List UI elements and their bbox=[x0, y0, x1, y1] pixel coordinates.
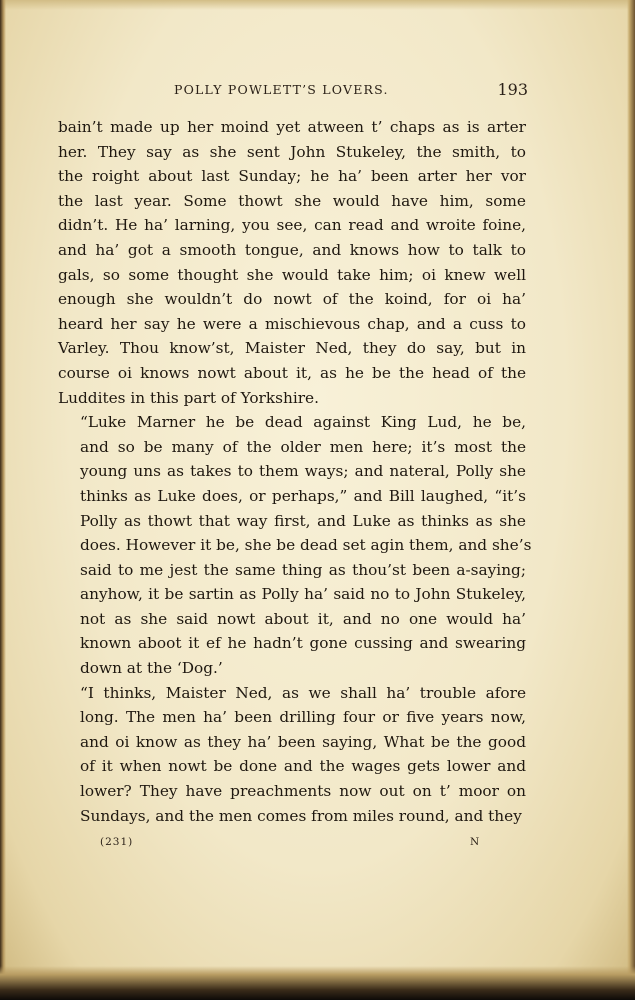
text-line: lower? They have preachments now out on t’ moor on bbox=[80, 782, 526, 801]
text-line: young uns as takes to them ways; and nateral, Polly she bbox=[80, 462, 526, 481]
text-line: said to me jest the same thing as thou’st been a-saying; bbox=[80, 560, 526, 579]
running-head bbox=[58, 82, 528, 104]
text-line: and oi know as they ha’ been saying, What be the good bbox=[80, 732, 526, 751]
text-line: gals, so some thought she would take him; oi knew well bbox=[58, 265, 526, 284]
paragraph bbox=[58, 410, 532, 681]
text-line: the roight about last Sunday; he ha’ been arter her vor bbox=[58, 167, 526, 186]
text-line: and so be many of the older men here; it’s most the bbox=[80, 437, 526, 456]
text-line: her. They say as she sent John Stukeley, the smith, to bbox=[58, 142, 526, 161]
text-line: Luddites in this part of Yorkshire. bbox=[58, 388, 319, 407]
text-line: thinks as Luke does, or perhaps,” and Bill laughed, “it’s bbox=[80, 486, 526, 505]
page-footer bbox=[58, 836, 526, 854]
text-line: Polly as thowt that way first, and Luke as thinks as she bbox=[80, 511, 526, 530]
text-line: the last year. Some thowt she would have him, some bbox=[58, 191, 526, 210]
text-line: course oi knows nowt about it, as he be the head of the bbox=[58, 363, 526, 382]
text-line: heard her say he were a mischievous chap, and a cuss to bbox=[58, 314, 526, 333]
text-line: enough she wouldn’t do nowt of the koind, for oi ha’ bbox=[58, 290, 526, 309]
text-line: long. The men ha’ been drilling four or five years now, bbox=[80, 708, 526, 727]
text-line: anyhow, it be sartin as Polly ha’ said no to John Stukeley, bbox=[80, 585, 526, 604]
page-top-edge bbox=[0, 0, 635, 10]
text-line: Varley. Thou know’st, Maister Ned, they do say, but in bbox=[58, 339, 526, 358]
text-line: Sundays, and the men comes from miles round, and they bbox=[80, 806, 522, 825]
text-line: known aboot it ef he hadn’t gone cussing and swearing bbox=[80, 634, 526, 653]
text-line: bain’t made up her moind yet atween t’ chaps as is arter bbox=[58, 118, 526, 136]
body-text bbox=[58, 115, 532, 828]
text-line: does. However it be, she be dead set agin them, and she’s bbox=[80, 536, 532, 555]
running-title: POLLY POWLETT’S LOVERS. bbox=[174, 82, 389, 97]
paragraph bbox=[58, 115, 526, 410]
text-line: “Luke Marner he be dead against King Lud, he be, bbox=[80, 413, 526, 432]
signature-code: (231) bbox=[100, 836, 134, 848]
page-bottom-edge bbox=[0, 966, 635, 1000]
page-number: 193 bbox=[497, 80, 528, 99]
signature-mark: N bbox=[470, 836, 480, 848]
text-line: down at the ‘Dog.’ bbox=[80, 659, 223, 678]
text-line: not as she said nowt about it, and no one would ha’ bbox=[80, 609, 526, 628]
text-line: “I thinks, Maister Ned, as we shall ha’ trouble afore bbox=[80, 683, 526, 702]
text-line: and ha’ got a smooth tongue, and knows how to talk to bbox=[58, 240, 526, 259]
page-right-edge bbox=[627, 0, 635, 1000]
paragraph bbox=[58, 681, 526, 829]
text-line: didn’t. He ha’ larning, you see, can read and wroite foine, bbox=[58, 216, 526, 235]
text-line: of it when nowt be done and the wages gets lower and bbox=[80, 757, 526, 776]
page-left-edge bbox=[0, 0, 6, 1000]
